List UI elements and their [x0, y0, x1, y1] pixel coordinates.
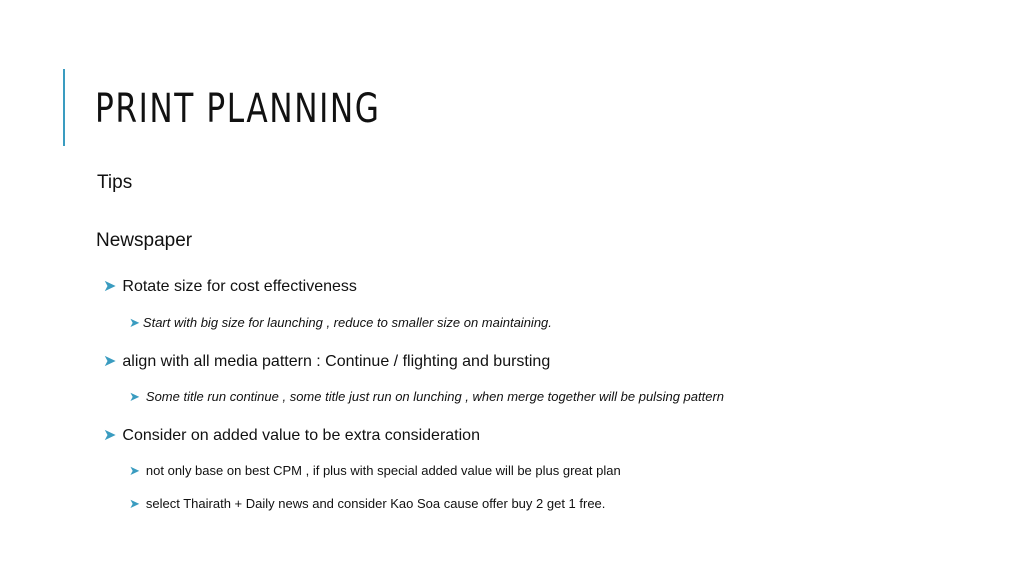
sub-bullet-item	[129, 315, 552, 331]
arrow-bullet-icon: ➤	[103, 278, 117, 295]
bullet-item	[103, 276, 357, 296]
arrow-bullet-icon: ➤	[129, 496, 140, 511]
sub-bullet-text: Start with big size for launching , reduce to smaller size on maintaining.	[142, 315, 552, 330]
sub-bullet-item	[129, 389, 724, 405]
bullet-text: Rotate size for cost effectiveness	[122, 278, 357, 295]
sub-bullet-item	[129, 496, 605, 512]
sub-bullet-text: not only base on best CPM , if plus with special added value will be plus great plan	[145, 463, 621, 478]
title-accent-bar	[63, 69, 65, 146]
tips-heading: Tips	[97, 172, 133, 193]
slide-title: PRINT PLANNING	[95, 86, 381, 132]
bullet-text: Consider on added value to be extra consideration	[122, 427, 480, 444]
arrow-bullet-icon: ➤	[103, 427, 117, 444]
arrow-bullet-icon: ➤	[129, 315, 140, 330]
arrow-bullet-icon: ➤	[103, 353, 117, 370]
sub-bullet-item	[129, 463, 621, 479]
arrow-bullet-icon: ➤	[129, 389, 140, 404]
arrow-bullet-icon: ➤	[129, 463, 140, 478]
newspaper-heading: Newspaper	[96, 230, 193, 251]
sub-bullet-text: select Thairath + Daily news and consider Kao Soa cause offer buy 2 get 1 free.	[145, 496, 606, 511]
sub-bullet-text: Some title run continue , some title just run on lunching , when merge together will be pulsing pattern	[145, 389, 725, 404]
bullet-item	[103, 351, 550, 371]
bullet-text: align with all media pattern : Continue / flighting and bursting	[122, 353, 551, 370]
bullet-item	[103, 425, 480, 445]
